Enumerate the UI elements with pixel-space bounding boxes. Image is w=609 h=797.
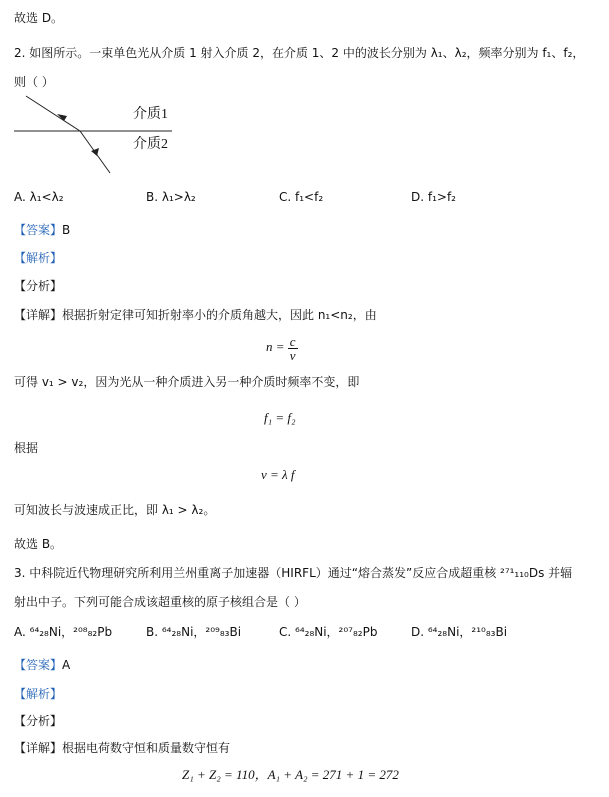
- formula-n-lhs: n =: [266, 339, 285, 354]
- incident-ray-arrow: [57, 114, 67, 121]
- q2-option-b: B. λ₁>λ₂: [146, 190, 196, 204]
- q2-detail-text: 根据折射定律可知折射率小的介质角越大，因此 n₁<n₂，由: [62, 308, 377, 322]
- q2-answer-tag: 【答案】: [14, 223, 63, 237]
- q2-option-c: C. f₁<f₂: [279, 190, 324, 204]
- formula-f: f₁ = f₂: [264, 410, 296, 425]
- refracted-ray: [80, 131, 110, 173]
- q3-stem-line2: 射出中子。下列可能合成该超重核的原子核组合是（ ）: [14, 595, 306, 609]
- q3-option-c: C. ⁶⁴₂₈Ni，²⁰⁷₈₂Pb: [279, 625, 378, 639]
- q3-formula: Z₁ + Z₂ = 110，A₁ + A₂ = 271 + 1 = 272: [182, 767, 399, 782]
- q2-option-d: D. f₁>f₂: [411, 190, 456, 204]
- q2-text-conclude: 可知波长与波速成正比，即 λ₁ > λ₂。: [14, 503, 216, 517]
- q2-stem-line1: 2. 如图所示。一束单色光从介质 1 射入介质 2，在介质 1、2 中的波长分别为 λ₁、λ₂，频率分别为 f₁、f₂，: [14, 46, 585, 60]
- q2-text-kede: 可得 v₁ > v₂，因为光从一种介质进入另一种介质时频率不变，即: [14, 375, 360, 389]
- q3-answer-value: A: [62, 658, 71, 672]
- q2-option-a: A. λ₁<λ₂: [14, 190, 64, 204]
- refracted-ray-arrow: [91, 148, 99, 156]
- q3-detail-tag: 【详解】: [14, 741, 63, 755]
- q2-final: 故选 B。: [14, 537, 63, 551]
- q3-option-d: D. ⁶⁴₂₈Ni，²¹⁰₈₃Bi: [411, 625, 508, 639]
- q3-answer-tag: 【答案】: [14, 658, 63, 672]
- q3-analysis-tag: 【解析】: [14, 687, 63, 701]
- q2-detail-line: [14, 307, 377, 323]
- label-medium-1: 介质1: [133, 107, 168, 122]
- q2-text-genju: 根据: [14, 441, 39, 455]
- q3-stem-line1: 3. 中科院近代物理研究所利用兰州重离子加速器（HIRFL）通过“熔合蒸发”反应合成超重核 ²⁷¹₁₁₀Ds 并辐: [14, 566, 573, 580]
- incident-ray: [26, 96, 80, 131]
- formula-n: [266, 334, 298, 362]
- formula-n-fraction: [288, 335, 298, 362]
- formula-v: v = λ f: [261, 467, 295, 482]
- label-medium-2: 介质2: [133, 137, 168, 152]
- q2-answer-value: B: [62, 223, 71, 237]
- q3-detail-text: 根据电荷数守恒和质量数守恒有: [62, 741, 231, 755]
- q1-conclusion: 故选 D。: [14, 11, 64, 25]
- formula-n-denominator: v: [289, 347, 296, 363]
- q2-answer-line: [14, 222, 70, 238]
- q2-detail-tag: 【详解】: [14, 308, 63, 322]
- q2-stem-line2: 则（ ）: [14, 75, 54, 89]
- q3-option-a: A. ⁶⁴₂₈Ni，²⁰⁸₈₂Pb: [14, 625, 113, 639]
- q2-fenxi-tag: 【分析】: [14, 279, 63, 293]
- q3-fenxi-tag: 【分析】: [14, 714, 63, 728]
- formula-n-numerator: c: [289, 333, 296, 349]
- q3-option-b: B. ⁶⁴₂₈Ni，²⁰⁹₈₃Bi: [146, 625, 242, 639]
- q3-answer-line: [14, 657, 70, 673]
- q2-analysis-tag: 【解析】: [14, 251, 63, 265]
- q3-detail-line: [14, 740, 230, 756]
